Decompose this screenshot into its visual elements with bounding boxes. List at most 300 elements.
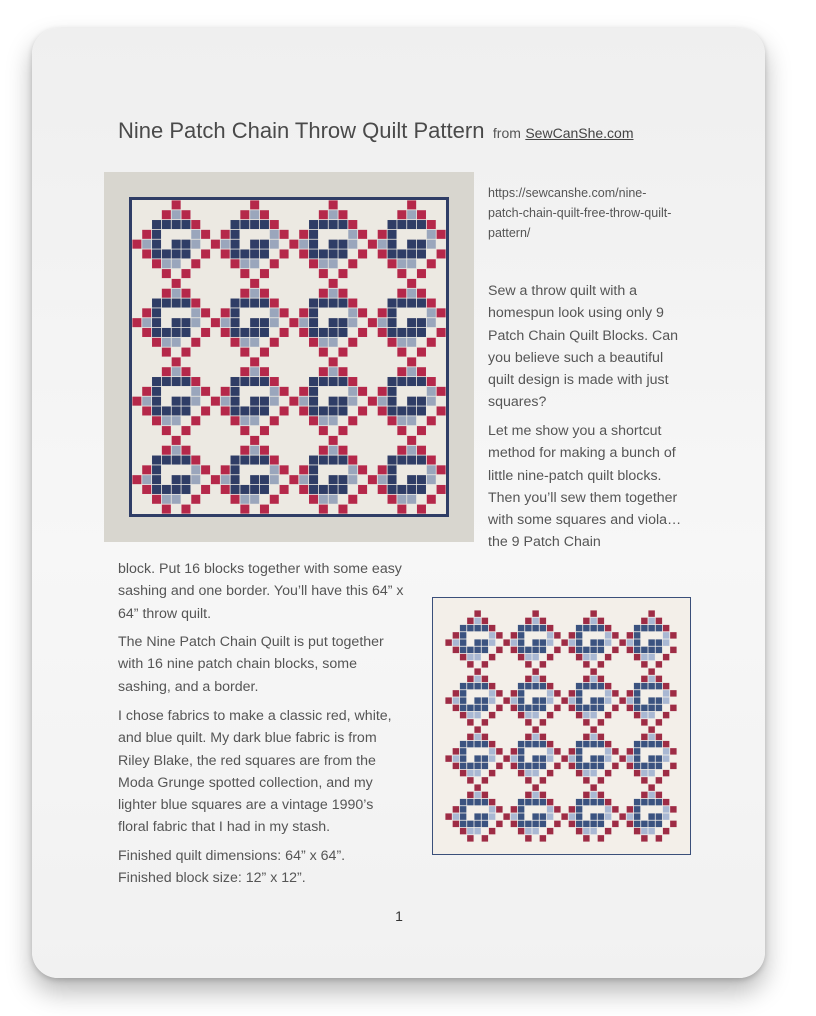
quilt-square-red [561,755,567,761]
quilt-square-light [299,397,308,406]
quilt-square-red [612,821,618,827]
quilt-square-light [162,416,171,425]
quilt-square-red [142,406,151,415]
quilt-square-navy [590,705,596,711]
quilt-square-red [634,654,640,660]
quilt-square-light [532,618,538,624]
quilt-square-navy [656,683,662,689]
quilt-square-red [503,813,509,819]
quilt-square-navy [407,475,416,484]
quilt-square-red [142,249,151,258]
quilt-square-red [240,289,249,298]
quilt-square-navy [231,318,240,327]
quilt-square-red [338,446,347,455]
quilt-square-light [407,210,416,219]
from-label: from [492,125,521,141]
quilt-square-light [489,806,495,812]
quilt-square-red [417,269,426,278]
quilt-square-navy [590,741,596,747]
quilt-square-red [231,495,240,504]
quilt-square-red [656,661,662,667]
quilt-square-red [445,697,451,703]
quilt-square-red [397,348,406,357]
quilt-square-light [489,632,495,638]
quilt-square-red [417,426,426,435]
quilt-square-light [319,416,328,425]
quilt-square-navy [482,697,488,703]
quilt-square-navy [309,475,318,484]
quilt-square-red [427,416,436,425]
quilt-square-navy [460,647,466,653]
quilt-square-red [378,230,387,239]
quilt-square-navy [181,299,190,308]
quilt-square-red [181,367,190,376]
quilt-square-navy [329,328,338,337]
quilt-square-navy [181,456,190,465]
quilt-square-light [348,308,357,317]
quilt-square-light [250,210,259,219]
quilt-square-light [407,259,416,268]
quilt-square-navy [172,397,181,406]
quilt-square-navy [152,249,161,258]
quilt-square-navy [656,697,662,703]
quilt-square-navy [641,647,647,653]
quilt-square-navy [518,813,524,819]
quilt-square-navy [590,763,596,769]
quilt-square-red [482,777,488,783]
quilt-square-red [289,397,298,406]
quilt-square-navy [583,799,589,805]
quilt-square-navy [388,318,397,327]
quilt-square-navy [388,299,397,308]
quilt-square-red [250,357,259,366]
quilt-square-light [648,676,654,682]
quilt-square-red [358,308,367,317]
quilt-square-red [482,676,488,682]
quilt-square-light [627,639,633,645]
quilt-square-red [329,357,338,366]
quilt-square-light [250,446,259,455]
intro-paragraph: Sew a throw quilt with a homespun look using only 9 Patch Chain Quilt Blocks. Can you believe such a beautiful quilt design is made with just squares? [488,283,679,411]
quilt-square-navy [634,755,640,761]
quilt-square-red [319,367,328,376]
quilt-square-red [467,777,473,783]
quilt-square-navy [162,406,171,415]
quilt-square-red [358,230,367,239]
quilt-square-light [348,475,357,484]
quilt-square-red [569,632,575,638]
quilt-square-red [338,348,347,357]
quilt-square-navy [260,397,269,406]
quilt-square-navy [576,799,582,805]
quilt-square-red [407,357,416,366]
quilt-square-red [525,734,531,740]
quilt-square-red [388,416,397,425]
quilt-square-red [612,632,618,638]
quilt-square-navy [417,456,426,465]
quilt-square-navy [250,249,259,258]
quilt-square-light [641,770,647,776]
quilt-square-navy [152,406,161,415]
quilt-square-red [453,705,459,711]
quilt-square-red [211,475,220,484]
quilt-square-red [378,485,387,494]
quilt-square-light [378,240,387,249]
quilt-square-light [319,338,328,347]
quilt-square-navy [460,632,466,638]
quilt-square-navy [540,647,546,653]
quilt-square-red [583,734,589,740]
quilt-square-navy [338,397,347,406]
quilt-square-red [142,485,151,494]
quilt-square-navy [656,755,662,761]
quilt-square-navy [598,799,604,805]
quilt-square-red [338,210,347,219]
source-link[interactable]: SewCanShe.com [525,125,634,141]
quilt-square-navy [329,318,338,327]
quilt-square-light [605,697,611,703]
quilt-square-navy [634,705,640,711]
quilt-square-navy [532,647,538,653]
quilt-square-red [407,279,416,288]
quilt-square-navy [467,799,473,805]
quilt-square-red [670,763,676,769]
quilt-square-navy [474,625,480,631]
quilt-square-navy [583,647,589,653]
quilt-square-red [482,618,488,624]
quilt-square-red [554,763,560,769]
quilt-square-red [437,465,446,474]
quilt-square-navy [240,220,249,229]
quilt-square-navy [260,485,269,494]
quilt-square-red [569,748,575,754]
quilt-square-navy [162,299,171,308]
quilt-square-navy [518,625,524,631]
quilt-square-navy [598,697,604,703]
quilt-square-red [540,618,546,624]
quilt-square-navy [152,299,161,308]
quilt-square-navy [482,705,488,711]
quilt-square-navy [172,328,181,337]
quilt-square-light [648,654,654,660]
quilt-square-navy [598,639,604,645]
quilt-square-red [338,289,347,298]
quilt-square-navy [576,741,582,747]
quilt-square-red [612,763,618,769]
quilt-square-navy [250,377,259,386]
quilt-square-navy [648,799,654,805]
quilt-square-light [329,495,338,504]
quilt-square-light [590,676,596,682]
quilt-square-navy [474,683,480,689]
quilt-square-navy [181,406,190,415]
quilt-square-light [329,446,338,455]
quilt-square-red [663,741,669,747]
quilt-square-light [474,770,480,776]
quilt-square-navy [162,485,171,494]
quilt-square-navy [260,475,269,484]
quilt-square-navy [518,705,524,711]
quilt-square-light [407,416,416,425]
quilt-square-navy [648,755,654,761]
quilt-square-red [152,259,161,268]
quilt-square-red [583,676,589,682]
quilt-square-red [427,377,436,386]
quilt-square-red [191,495,200,504]
quilt-square-red [338,505,347,514]
quilt-square-navy [172,485,181,494]
quilt-square-navy [648,647,654,653]
quilt-square-navy [634,632,640,638]
quilt-square-light [525,712,531,718]
quilt-square-light [397,416,406,425]
quilt-square-navy [648,705,654,711]
quilt-square-light [605,748,611,754]
quilt-square-navy [598,821,604,827]
quilt-square-red [191,416,200,425]
quilt-square-light [648,618,654,624]
quilt-square-navy [576,748,582,754]
quilt-square-light [547,755,553,761]
quilt-square-navy [641,763,647,769]
quilt-square-light [191,475,200,484]
quilt-square-light [250,338,259,347]
quilt-square-red [525,835,531,841]
quilt-square-light [605,755,611,761]
quilt-square-red [132,475,141,484]
quilt-square-navy [482,625,488,631]
quilt-square-light [142,397,151,406]
quilt-square-light [162,495,171,504]
quilt-square-navy [388,387,397,396]
quilt-square-navy [231,456,240,465]
quilt-square-light [142,240,151,249]
quilt-square-navy [338,475,347,484]
quilt-square-navy [634,647,640,653]
quilt-square-navy [231,299,240,308]
quilt-square-red [260,269,269,278]
quilt-square-navy [152,485,161,494]
quilt-square-navy [634,683,640,689]
quilt-square-red [482,734,488,740]
quilt-square-light [474,618,480,624]
quilt-square-navy [634,821,640,827]
quilt-square-light [532,654,538,660]
quilt-square-light [250,495,259,504]
quilt-square-navy [319,328,328,337]
quilt-square-red [240,505,249,514]
quilt-square-navy [231,465,240,474]
quilt-square-navy [518,690,524,696]
quilt-square-navy [417,475,426,484]
quilt-square-navy [641,821,647,827]
quilt-square-light [641,828,647,834]
quilt-square-light [348,397,357,406]
quilt-square-navy [260,406,269,415]
quilt-square-red [299,406,308,415]
quilt-square-navy [309,230,318,239]
quilt-square-light [427,230,436,239]
quilt-square-navy [532,741,538,747]
quilt-square-light [648,770,654,776]
quilt-square-red [540,676,546,682]
source-url[interactable]: https://sewcanshe.com/nine-patch-chain-quilt-free-throw-quilt-pattern/ [488,186,672,240]
quilt-square-red [358,249,367,258]
quilt-square-red [280,485,289,494]
quilt-square-navy [250,220,259,229]
quilt-square-light [489,697,495,703]
quilt-square-light [489,748,495,754]
quilt-square-navy [590,647,596,653]
quilt-square-red [627,763,633,769]
quilt-square-navy [634,763,640,769]
quilt-square-red [554,647,560,653]
quilt-square-red [319,289,328,298]
quilt-square-navy [338,240,347,249]
quilt-square-navy [634,799,640,805]
quilt-square-navy [329,456,338,465]
quilt-square-red [240,367,249,376]
quilt-square-light [489,813,495,819]
quilt-square-red [358,485,367,494]
quilt-square-red [162,446,171,455]
quilt-square-red [627,821,633,827]
assembly-paragraph: The Nine Patch Chain Quilt is put together with 16 nine patch chain blocks, some sashing, and a border. [118,634,384,695]
quilt-square-light [525,770,531,776]
quilt-square-red [453,748,459,754]
quilt-square-navy [656,799,662,805]
quilt-square-navy [417,377,426,386]
quilt-square-red [598,835,604,841]
quilt-square-navy [417,318,426,327]
quilt-square-red [201,328,210,337]
quilt-square-light [474,712,480,718]
quilt-square-navy [634,690,640,696]
quilt-square-red [437,328,446,337]
quilt-square-navy [482,821,488,827]
quilt-square-navy [540,639,546,645]
quilt-square-red [576,654,582,660]
quilt-square-red [670,748,676,754]
quilt-square-light [511,813,517,819]
quilt-square-navy [329,485,338,494]
quilt-square-red [437,387,446,396]
quilt-square-red [181,446,190,455]
quilt-square-navy [518,763,524,769]
quilt-square-navy [172,456,181,465]
quilt-square-red [482,661,488,667]
quilt-square-navy [240,299,249,308]
quilt-square-red [569,705,575,711]
quilt-square-navy [656,763,662,769]
quilt-square-light [329,416,338,425]
quilt-square-light [605,690,611,696]
quilt-square-navy [250,485,259,494]
quilt-square-navy [532,813,538,819]
quilt-square-navy [231,230,240,239]
quilt-square-navy [648,683,654,689]
quilt-square-navy [648,639,654,645]
quilt-square-red [270,299,279,308]
quilt-square-red [467,792,473,798]
quilt-square-navy [482,741,488,747]
page-title: Nine Patch Chain Throw Quilt Pattern [118,118,485,143]
quilt-square-navy [231,308,240,317]
quilt-square-red [397,289,406,298]
quilt-square-red [437,230,446,239]
quilt-square-red [181,348,190,357]
quilt-square-red [348,495,357,504]
quilt-square-light [221,240,230,249]
quilt-square-red [368,397,377,406]
quilt-square-red [583,618,589,624]
quilt-square-light [407,495,416,504]
quilt-square-light [329,210,338,219]
quilt-square-red [569,763,575,769]
quilt-square-light [532,792,538,798]
quilt-square-navy [460,690,466,696]
quilt-square-navy [407,249,416,258]
quilt-square-navy [181,220,190,229]
quilt-square-navy [417,328,426,337]
quilt-square-red [132,240,141,249]
quilt-square-red [221,249,230,258]
quilt-square-red [250,200,259,209]
quilt-square-red [532,668,538,674]
quilt-square-red [525,661,531,667]
quilt-square-navy [152,240,161,249]
quilt-square-red [280,249,289,258]
quilt-square-light [162,259,171,268]
quilt-square-red [289,475,298,484]
quilt-square-red [417,348,426,357]
quilt-square-navy [467,741,473,747]
quilt-square-red [427,299,436,308]
quilt-square-red [221,406,230,415]
quilt-square-navy [576,632,582,638]
quilt-square-navy [319,220,328,229]
quilt-square-red [460,654,466,660]
quilt-square-navy [417,220,426,229]
quilt-square-light [474,792,480,798]
quilt-square-light [648,734,654,740]
quilt-square-red [619,639,625,645]
quilt-square-red [338,367,347,376]
quilt-square-red [152,495,161,504]
quilt-square-red [201,465,210,474]
quilt-square-light [511,639,517,645]
quilt-square-red [511,748,517,754]
quilt-square-navy [576,813,582,819]
quilt-square-navy [338,328,347,337]
quilt-square-navy [152,397,161,406]
quilt-square-navy [540,755,546,761]
quilt-square-navy [338,377,347,386]
quilt-square-red [525,792,531,798]
quilt-square-red [489,770,495,776]
quilt-square-red [532,610,538,616]
quilt-square-red [612,748,618,754]
quilt-diagram [432,597,691,855]
quilt-square-light [525,828,531,834]
quilt-square-red [152,338,161,347]
quilt-square-red [590,726,596,732]
quilt-square-light [547,639,553,645]
quilt-square-red [181,269,190,278]
quilt-square-red [270,377,279,386]
quilt-square-navy [407,299,416,308]
quilt-square-red [467,734,473,740]
